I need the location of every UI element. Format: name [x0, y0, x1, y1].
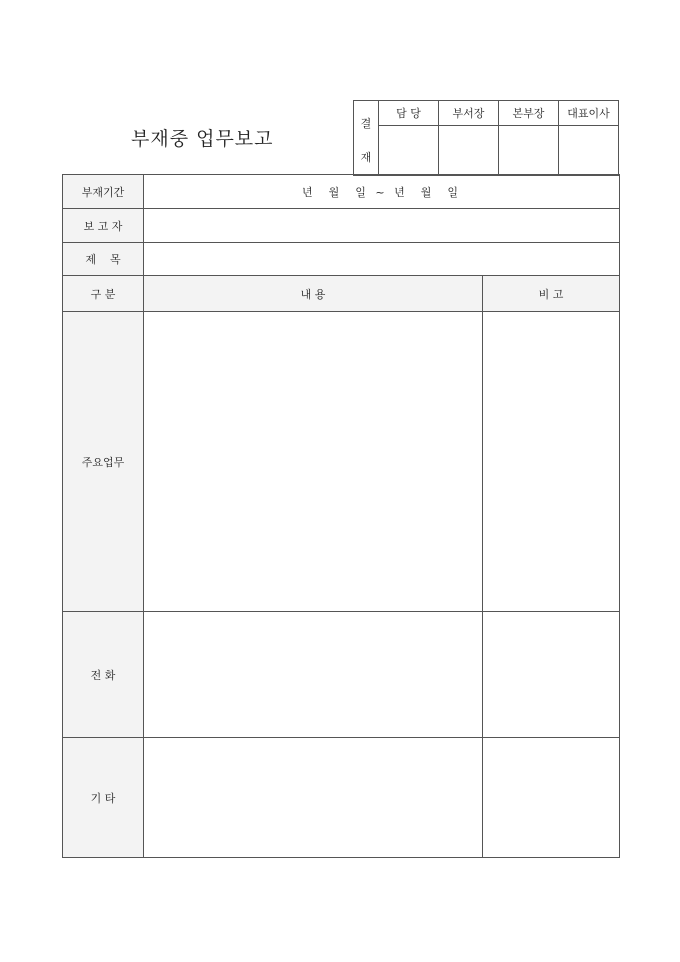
approval-role-dept-head: 부서장: [439, 101, 499, 126]
reporter-field[interactable]: [144, 209, 620, 243]
approval-sign-staff[interactable]: [379, 126, 439, 176]
approval-label-bottom: 재: [360, 151, 372, 164]
approval-label-top: 결: [360, 117, 372, 130]
form-title: 부재중 업무보고: [131, 128, 274, 150]
main-tasks-content[interactable]: [144, 312, 483, 612]
reporter-label: 보 고 자: [63, 209, 144, 243]
report-form: [62, 174, 620, 858]
approval-role-ceo: 대표이사: [559, 101, 619, 126]
absence-period-value: 년 월 일 ~ 년 월 일: [302, 185, 461, 199]
phone-content[interactable]: [144, 612, 483, 738]
remarks-header: 비 고: [483, 276, 620, 312]
approval-role-staff: 담 당: [379, 101, 439, 126]
row-label-main-tasks: 주요업무: [63, 312, 144, 612]
approval-sign-ceo[interactable]: [559, 126, 619, 176]
subject-label: [63, 243, 144, 276]
approval-sign-dept-head[interactable]: [439, 126, 499, 176]
phone-remarks[interactable]: [483, 612, 620, 738]
row-label-phone: 전 화: [63, 612, 144, 738]
other-content[interactable]: [144, 738, 483, 858]
approval-box: [353, 100, 619, 176]
subject-field[interactable]: [144, 243, 620, 276]
approval-role-division-head: 본부장: [499, 101, 559, 126]
absence-period-field[interactable]: [144, 175, 620, 209]
content-header: 내 용: [144, 276, 483, 312]
approval-sign-division-head[interactable]: [499, 126, 559, 176]
category-header: 구 분: [63, 276, 144, 312]
subject-label-text: 제 목: [85, 253, 121, 266]
main-tasks-remarks[interactable]: [483, 312, 620, 612]
approval-label: [354, 101, 379, 176]
absence-period-label: 부재기간: [63, 175, 144, 209]
other-remarks[interactable]: [483, 738, 620, 858]
row-label-other: 기 타: [63, 738, 144, 858]
